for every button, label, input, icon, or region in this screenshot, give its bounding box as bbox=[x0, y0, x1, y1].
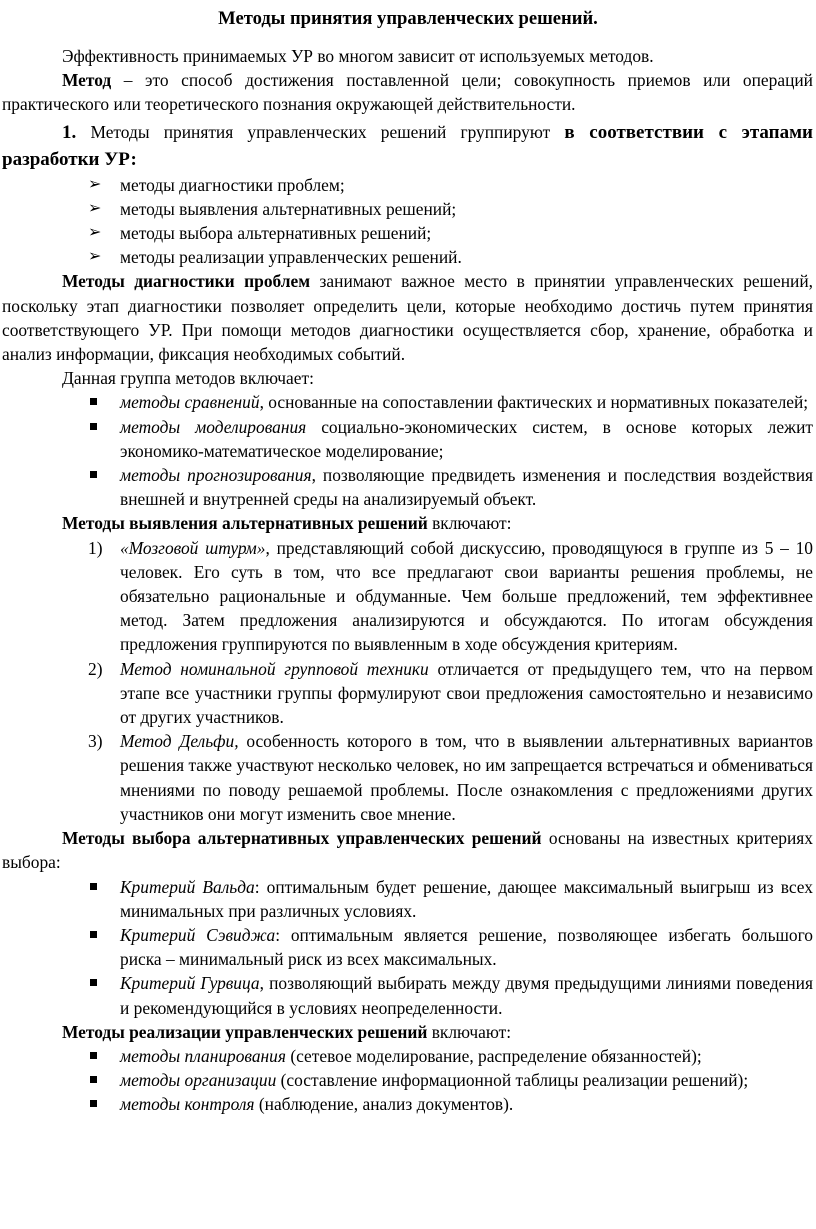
definition-paragraph bbox=[2, 68, 813, 116]
list-item: ➢ методы реализации управленческих решений. bbox=[2, 245, 813, 269]
list-item: Критерий Вальда: оптимальным будет решение, дающее максимальный выигрыш из всех минимальных при различных условиях. bbox=[2, 875, 813, 923]
list-item: Критерий Сэвиджа: оптимальным является решение, позволяющее избегать большого риска – минимальный риск из всех максимальных. bbox=[2, 923, 813, 971]
list-item: методы планирования (сетевое моделирование, распределение обязанностей); bbox=[2, 1044, 813, 1068]
alternatives-heading: Методы выявления альтернативных решений bbox=[62, 513, 428, 534]
list-item: 1) «Мозговой штурм», представляющий собой дискуссию, проводящуюся в группе из 5 – 10 человек. Его суть в том, что все предлагают свои варианты решения проблемы, не обязательно рациональные и обдуманные. Чем больше предложений, тем эффективнее метод. Затем предложения анализируются и обсуждаются. По итогам обсуждения предложения группируются по выявленным в ходе обсуждения критериям. bbox=[88, 537, 813, 655]
square-bullet-icon bbox=[90, 883, 97, 890]
alternatives-list bbox=[2, 536, 813, 826]
choice-paragraph: Методы выбора альтернативных управленческих решений основаны на известных критериях выбора: bbox=[2, 828, 813, 873]
implementation-heading: Методы реализации управленческих решений bbox=[62, 1021, 428, 1042]
arrow-bullet-icon: ➢ bbox=[88, 199, 102, 217]
list-item: ➢ методы диагностики проблем; bbox=[2, 173, 813, 197]
section-heading-stages bbox=[2, 119, 813, 173]
choice-heading: Методы выбора альтернативных управленческих решений bbox=[62, 828, 542, 849]
list-item: методы организации (составление информационной таблицы реализации решений); bbox=[2, 1068, 813, 1092]
diagnostics-list bbox=[2, 390, 813, 511]
stages-list bbox=[2, 173, 813, 270]
square-bullet-icon bbox=[90, 931, 97, 938]
diagnostics-heading: Методы диагностики проблем bbox=[62, 271, 311, 292]
list-item: ➢ методы выбора альтернативных решений; bbox=[2, 221, 813, 245]
document-body bbox=[2, 44, 813, 1117]
alternatives-paragraph: Методы выявления альтернативных решений включают: bbox=[62, 513, 512, 534]
arrow-bullet-icon: ➢ bbox=[88, 224, 102, 242]
square-bullet-icon bbox=[90, 1076, 97, 1083]
implementation-paragraph: Методы реализации управленческих решений включают: bbox=[62, 1021, 512, 1042]
diagnostics-group-intro: Данная группа методов включает: bbox=[62, 368, 314, 389]
item-number: 2) bbox=[88, 658, 103, 679]
list-item: методы сравнений, основанные на сопоставлении фактических и нормативных показателей; bbox=[2, 390, 813, 414]
list-item: ➢ методы выявления альтернативных решений; bbox=[2, 197, 813, 221]
section-emphasis: в соответствии с этапами разработки УР: bbox=[2, 121, 813, 170]
intro-paragraph: Эффективность принимаемых УР во многом зависит от используемых методов. bbox=[62, 46, 654, 66]
arrow-bullet-icon: ➢ bbox=[88, 248, 102, 266]
list-item: Критерий Гурвица, позволяющий выбирать между двумя предыдущими линиями поведения и рекомендующийся в условиях неопределенности. bbox=[2, 971, 813, 1019]
item-number: 1) bbox=[88, 537, 103, 558]
choice-list bbox=[2, 875, 813, 1020]
implementation-list bbox=[2, 1044, 813, 1117]
diagnostics-paragraph: Методы диагностики проблем занимают важное место в принятии управленческих решений, поскольку этап диагностики позволяет определить цели, которые необходимо достичь путем принятия соответствующего УР. При помощи методов диагностики осуществляется сбор, хранение, обработка и анализ информации, фиксация необходимых событий. bbox=[2, 271, 813, 365]
square-bullet-icon bbox=[90, 471, 97, 478]
square-bullet-icon bbox=[90, 1100, 97, 1107]
list-item: методы прогнозирования, позволяющие предвидеть изменения и последствия воздействия внешней и внутренней среды на анализируемый объект. bbox=[2, 463, 813, 511]
square-bullet-icon bbox=[90, 1052, 97, 1059]
list-item: 3) Метод Дельфи, особенность которого в том, что в выявлении альтернативных вариантов решения также участвуют несколько человек, но им запрещается встречаться и обмениваться мнениями по поводу решаемой проблемы. После ознакомления с предложениями других участников они могут изменить свое мнение. bbox=[88, 731, 813, 824]
square-bullet-icon bbox=[90, 423, 97, 430]
square-bullet-icon bbox=[90, 979, 97, 986]
list-item: методы моделирования социально-экономических систем, в основе которых лежит экономико-математическое моделирование; bbox=[2, 415, 813, 463]
definition-text: – это способ достижения поставленной цели; совокупность приемов или операций практического или теоретического познания окружающей действительности. bbox=[2, 70, 813, 115]
square-bullet-icon bbox=[90, 398, 97, 405]
arrow-bullet-icon: ➢ bbox=[88, 175, 102, 193]
section-number: 1. bbox=[62, 121, 77, 143]
section-lead: Методы принятия управленческих решений группируют bbox=[76, 121, 565, 142]
list-item: методы контроля (наблюдение, анализ документов). bbox=[2, 1092, 813, 1116]
item-number: 3) bbox=[88, 731, 103, 752]
list-item: 2) Метод номинальной групповой техники отличается от предыдущего тем, что на первом этапе все участники группы формулируют свои предложения самостоятельно и независимо от других участников. bbox=[88, 658, 813, 728]
definition-term: Метод bbox=[62, 70, 112, 91]
page-title: Методы принятия управленческих решений. bbox=[218, 8, 598, 29]
